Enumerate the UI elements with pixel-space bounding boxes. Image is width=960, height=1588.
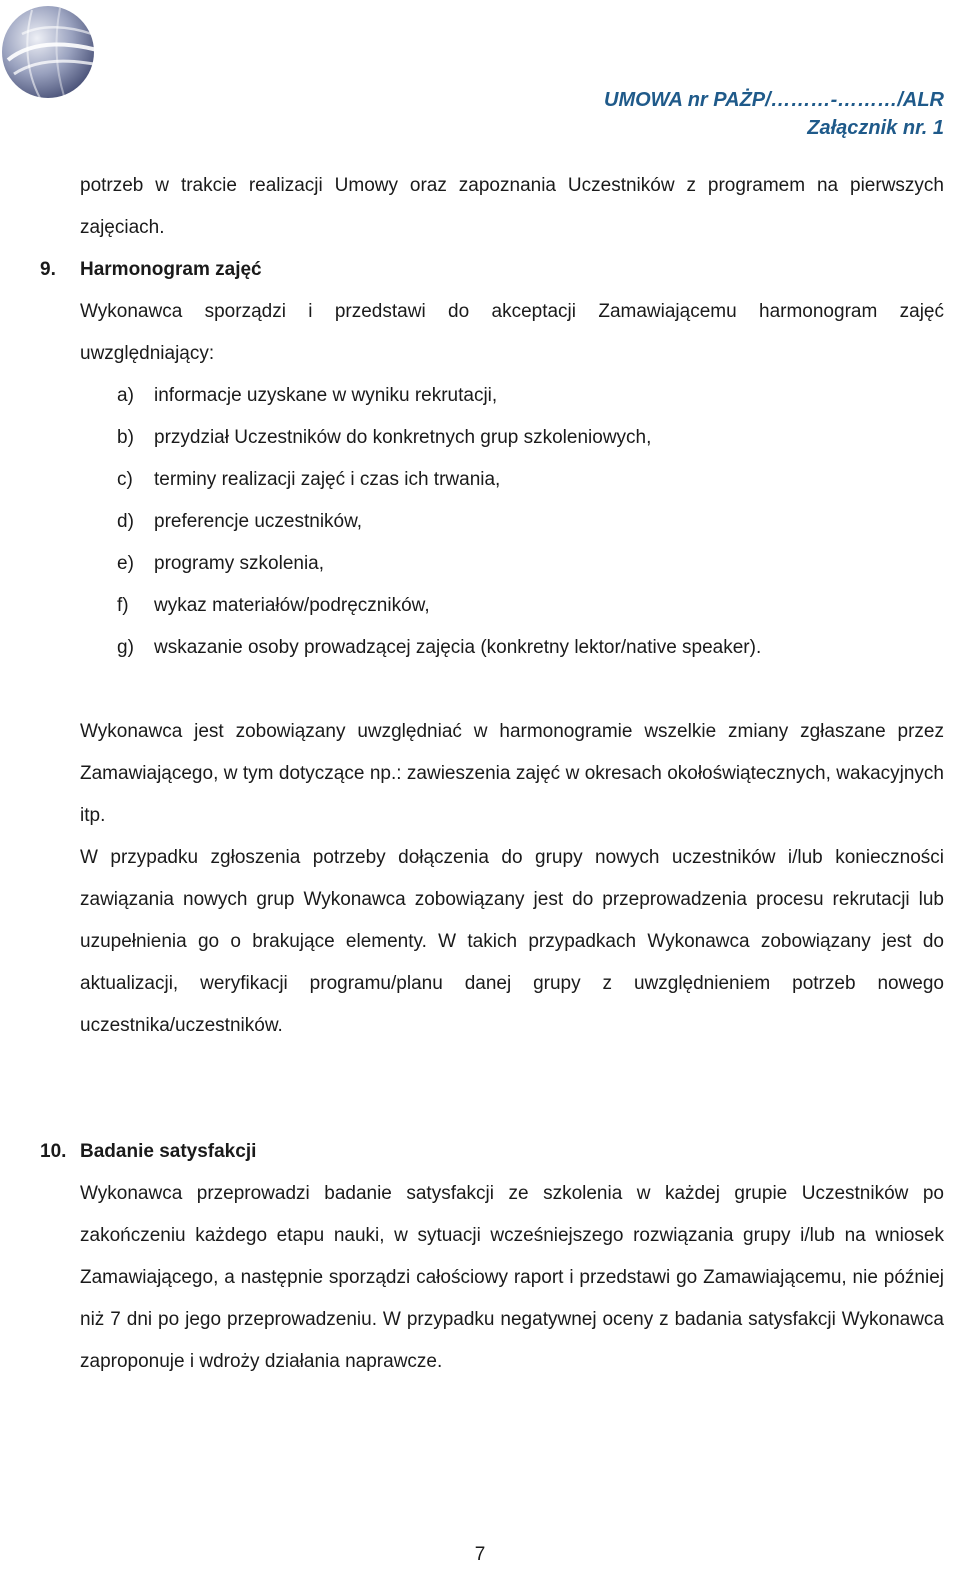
section-10-title: Badanie satysfakcji xyxy=(80,1141,257,1162)
section-9-paragraph-changes: Wykonawca jest zobowiązany uwzględniać w harmonogramie wszelkie zmiany zgłaszane przez Zamawiającego, w tym dotyczące np.: zawieszenia zajęć w okresach okołoświątecznych, wakacyjnych itp. xyxy=(80,721,944,826)
document-body xyxy=(40,165,944,1383)
list-item-text: preferencje uczestników, xyxy=(154,511,363,532)
list-item-letter: d) xyxy=(117,511,134,532)
intro-paragraph: potrzeb w trakcie realizacji Umowy oraz zapoznania Uczestników z programem na pierwszych zajęciach. xyxy=(80,175,944,238)
section-10-number: 10. xyxy=(40,1141,67,1162)
list-item-text: programy szkolenia, xyxy=(154,553,325,574)
list-item xyxy=(80,543,944,585)
section-9-heading xyxy=(40,249,944,291)
list-item-letter: e) xyxy=(117,553,134,574)
spacer xyxy=(80,669,944,711)
list-item xyxy=(80,585,944,627)
section-10-paragraph: Wykonawca przeprowadzi badanie satysfakcji ze szkolenia w każdej grupie Uczestników po zakończeniu każdego etapu nauki, w sytuacji wcześniejszego rozwiązania grupy i/lub na wniosek Zamawiającego, a następnie sporządzi całościowy raport i przedstawi go Zamawiającemu, nie później niż 7 dni po jego przeprowadzeniu. W przypadku negatywnej oceny z badania satysfakcji Wykonawca zaproponuje i wdroży działania naprawcze. xyxy=(80,1183,944,1372)
list-item-text: wykaz materiałów/podręczników, xyxy=(154,595,430,616)
list-item xyxy=(80,627,944,669)
list-item-text: informacje uzyskane w wyniku rekrutacji, xyxy=(154,385,498,406)
section-9-paragraph-new-participants: W przypadku zgłoszenia potrzeby dołączenia do grupy nowych uczestników i/lub konieczności zawiązania nowych grup Wykonawca zobowiązany jest do przeprowadzenia procesu rekrutacji lub uzupełnienia go o brakujące elementy. W takich przypadkach Wykonawca zobowiązany jest do aktualizacji, weryfikacji programu/planu danej grupy z uwzględnieniem potrzeb nowego uczestnika/uczestników. xyxy=(80,847,944,1036)
list-item-letter: a) xyxy=(117,385,134,406)
list-item-letter: g) xyxy=(117,637,134,658)
spacer xyxy=(80,1047,944,1131)
contract-number: UMOWA nr PAŻP/………-………/ALR xyxy=(604,89,944,111)
list-item xyxy=(80,459,944,501)
list-item xyxy=(80,417,944,459)
list-item-letter: c) xyxy=(117,469,133,490)
page-number: 7 xyxy=(474,1544,486,1565)
section-9-title: Harmonogram zajęć xyxy=(80,259,262,280)
list-item-text: terminy realizacji zajęć i czas ich trwania, xyxy=(154,469,501,490)
list-item-letter: f) xyxy=(117,595,129,616)
schedule-requirements-list xyxy=(80,375,944,669)
list-item-letter: b) xyxy=(117,427,134,448)
section-9-number: 9. xyxy=(40,259,56,280)
list-item-text: przydział Uczestników do konkretnych grup szkoleniowych, xyxy=(154,427,652,448)
list-item xyxy=(80,375,944,417)
section-9-intro: Wykonawca sporządzi i przedstawi do akceptacji Zamawiającemu harmonogram zajęć uwzględniający: xyxy=(80,301,944,364)
attachment-label: Załącznik nr. 1 xyxy=(807,117,944,139)
list-item xyxy=(80,501,944,543)
list-item-text: wskazanie osoby prowadzącej zajęcia (konkretny lektor/native speaker). xyxy=(154,637,762,658)
globe-logo-icon xyxy=(2,0,120,112)
section-10-heading xyxy=(40,1131,944,1173)
document-header xyxy=(604,86,944,142)
